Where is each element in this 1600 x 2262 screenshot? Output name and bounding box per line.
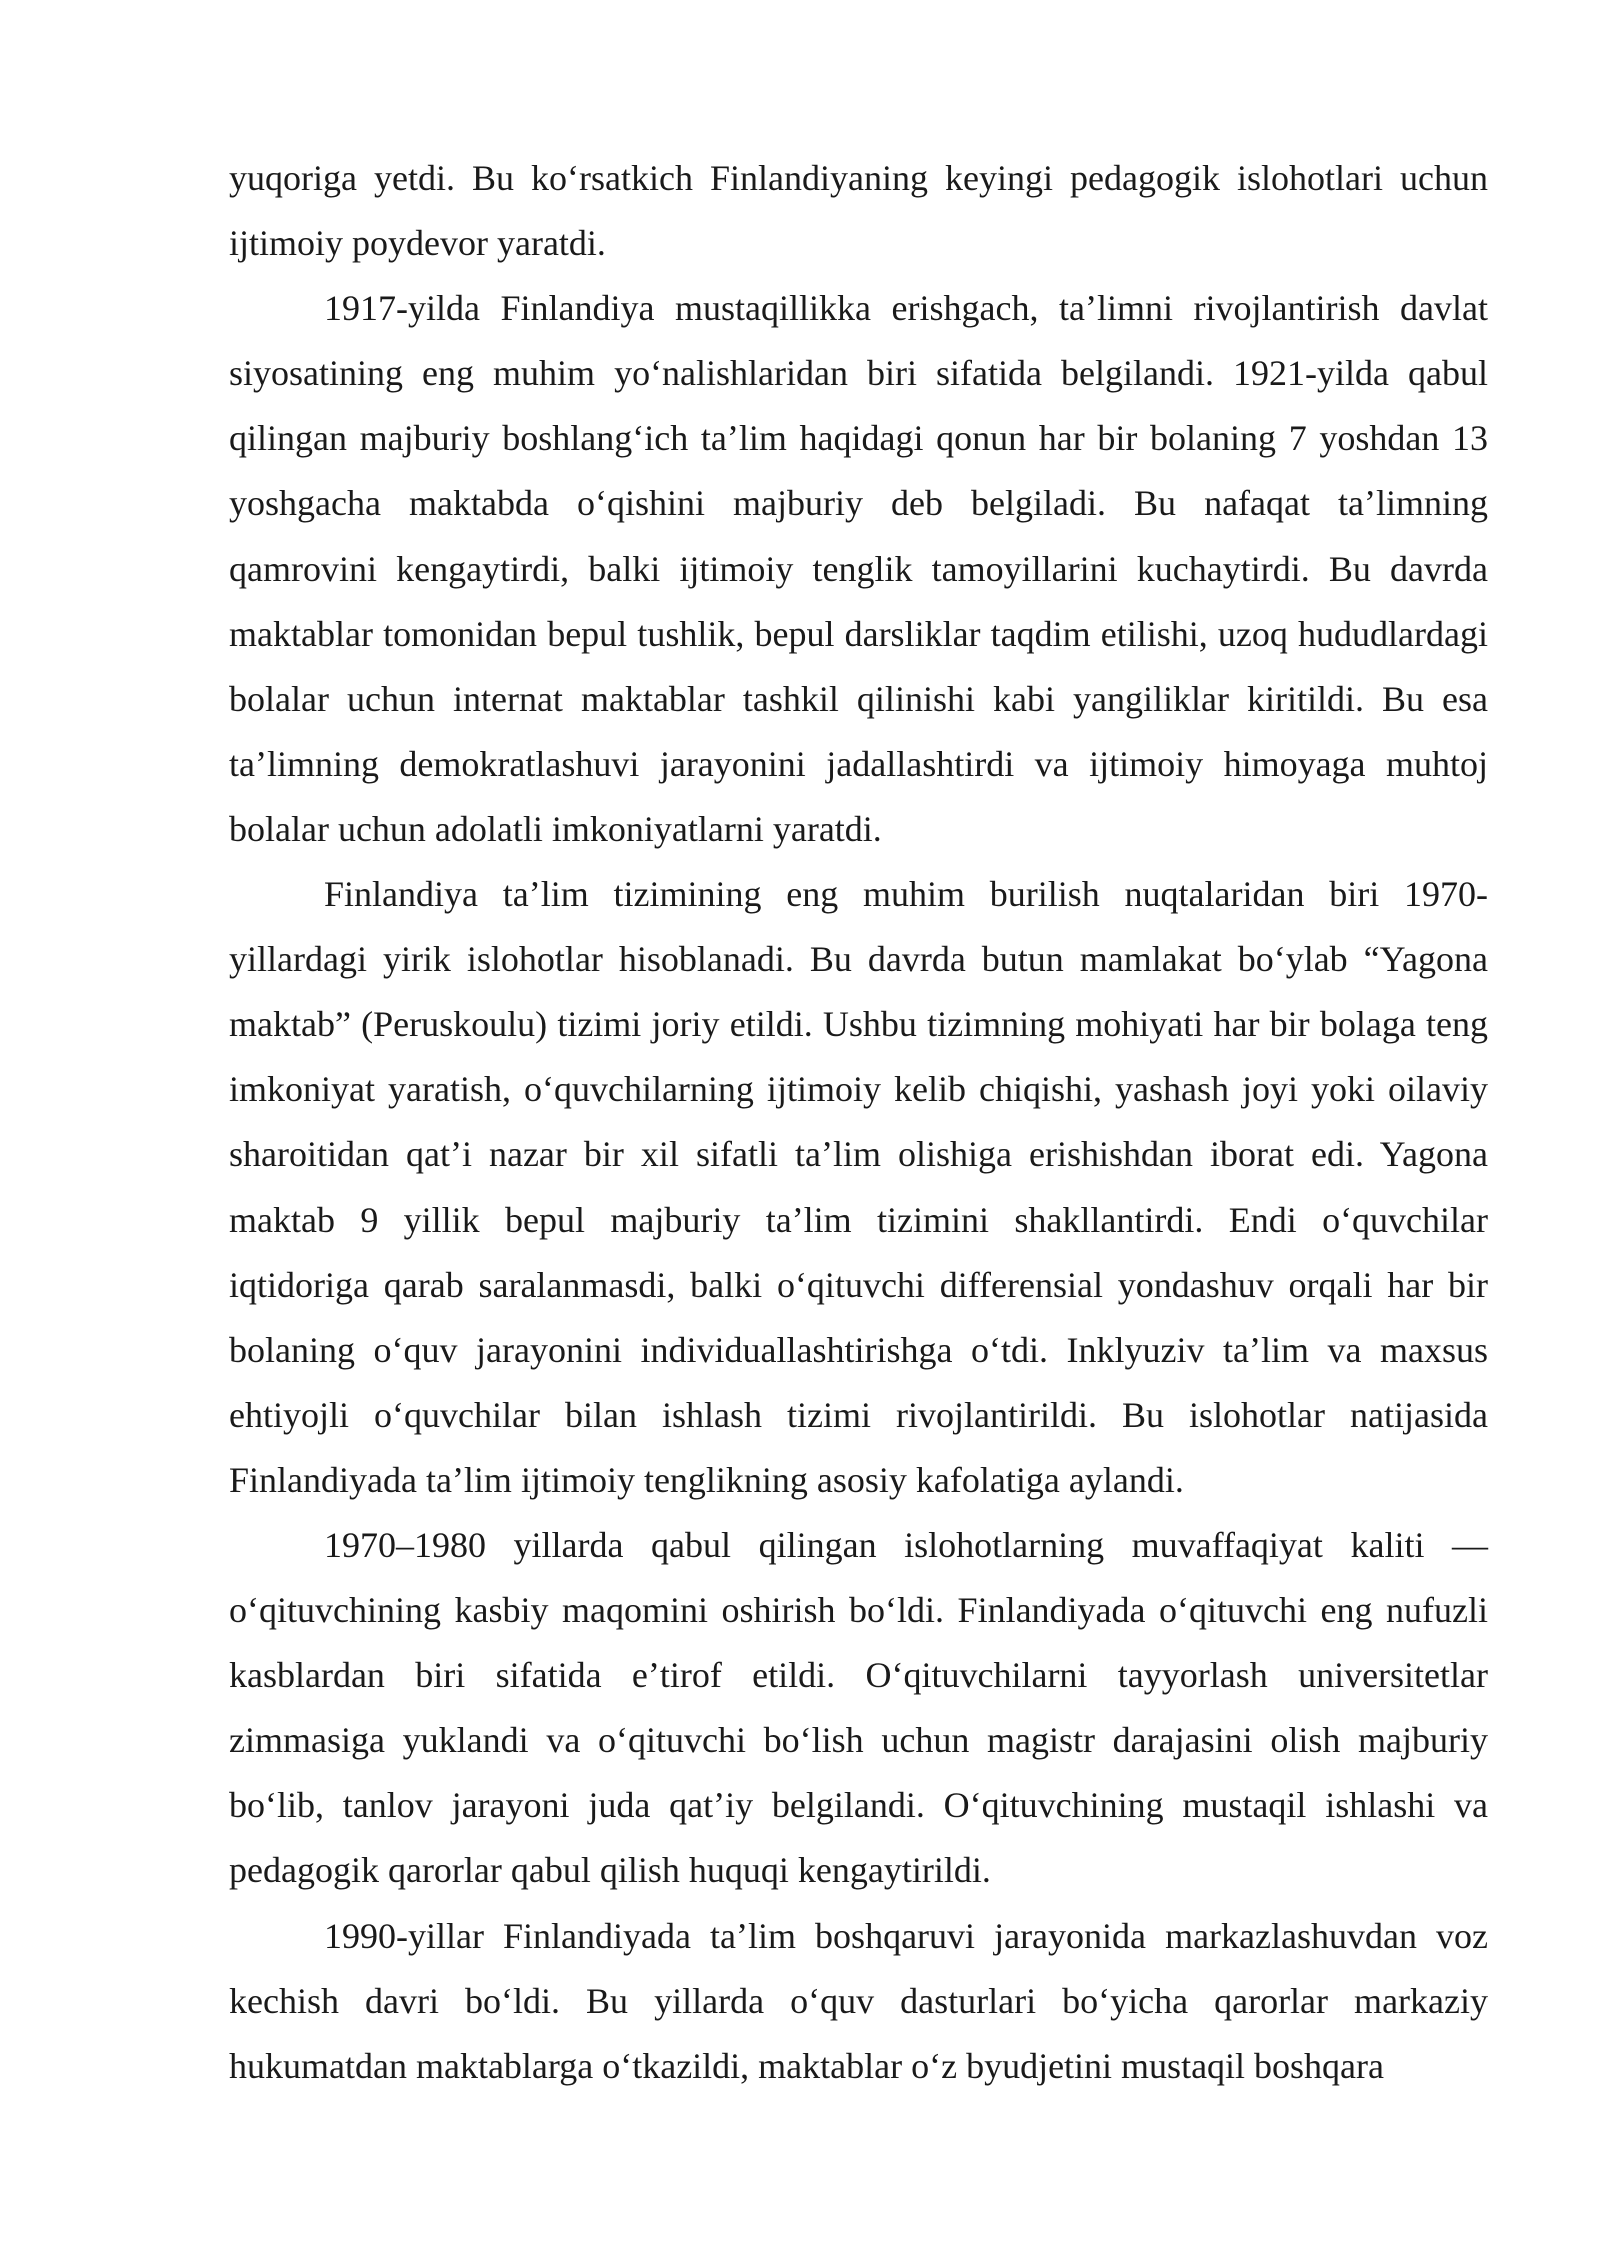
paragraph-1: yuqoriga yetdi. Bu koʻrsatkich Finlandiyaning keyingi pedagogik islohotlari uchun ijtimoiy poydevor yaratdi. [229, 158, 1488, 264]
paragraph-3: Finlandiya taʼlim tizimining eng muhim burilish nuqtalaridan biri 1970-yillardagi yirik islohotlar hisoblanadi. Bu davrda butun mamlakat boʻylab “Yagona maktab” (Peruskoulu) tizimi joriy etildi. Ushbu tizimning mohiyati har bir bolaga teng imkoniyat yaratish, oʻquvchilarning ijtimoiy kelib chiqishi, yashash joyi yoki oilaviy sharoitidan qatʼi nazar bir xil sifatli taʼlim olishiga erishishdan iborat edi. Yagona maktab 9 yillik bepul majburiy taʼlim tizimini shakllantirdi. Endi oʻquvchilar iqtidoriga qarab saralanmasdi, balki oʻqituvchi differensial yondashuv orqali har bir bolaning oʻquv jarayonini individuallashtirishga oʻtdi. Inklyuziv taʼlim va maxsus ehtiyojli oʻquvchilar bilan ishlash tizimi rivojlantirildi. Bu islohotlar natijasida Finlandiyada taʼlim ijtimoiy tenglikning asosiy kafolatiga aylandi. [229, 874, 1488, 1500]
paragraph-4: 1970–1980 yillarda qabul qilingan islohotlarning muvaffaqiyat kaliti — oʻqituvchining kasbiy maqomini oshirish boʻldi. Finlandiyada oʻqituvchi eng nufuzli kasblardan biri sifatida eʼtirof etildi. Oʻqituvchilarni tayyorlash universitetlar zimmasiga yuklandi va oʻqituvchi boʻlish uchun magistr darajasini olish majburiy boʻlib, tanlov jarayoni juda qatʼiy belgilandi. Oʻqituvchining mustaqil ishlashi va pedagogik qarorlar qabul qilish huquqi kengaytirildi. [229, 1524, 1488, 1891]
paragraph-5: 1990-yillar Finlandiyada taʼlim boshqaruvi jarayonida markazlashuvdan voz kechish davri boʻldi. Bu yillarda oʻquv dasturlari boʻyicha qarorlar markaziy hukumatdan maktablarga oʻtkazildi, maktablar oʻz byudjetini mustaqil boshqara [229, 1915, 1488, 2086]
paragraph-2: 1917-yilda Finlandiya mustaqillikka erishgach, taʼlimni rivojlantirish davlat siyosatining eng muhim yoʻnalishlaridan biri sifatida belgilandi. 1921-yilda qabul qilingan majburiy boshlangʻich taʼlim haqidagi qonun har bir bolaning 7 yoshdan 13 yoshgacha maktabda oʻqishini majburiy deb belgiladi. Bu nafaqat taʼlimning qamrovini kengaytirdi, balki ijtimoiy tenglik tamoyillarini kuchaytirdi. Bu davrda maktablar tomonidan bepul tushlik, bepul darsliklar taqdim etilishi, uzoq hududlardagi bolalar uchun internat maktablar tashkil qilinishi kabi yangiliklar kiritildi. Bu esa taʼlimning demokratlashuvi jarayonini jadallashtirdi va ijtimoiy himoyaga muhtoj bolalar uchun adolatli imkoniyatlarni yaratdi. [229, 288, 1488, 849]
body-text [229, 146, 1488, 2099]
